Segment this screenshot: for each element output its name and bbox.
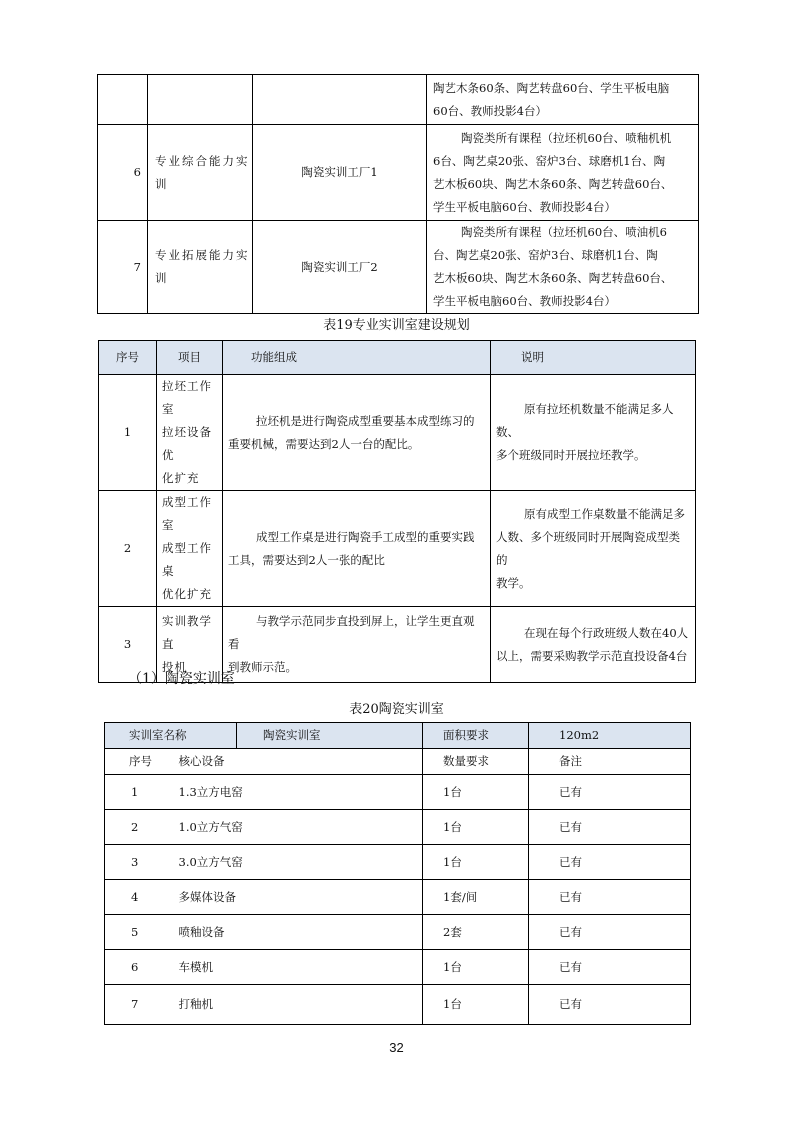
header-note: 说明	[491, 341, 696, 375]
training-base-table	[97, 74, 699, 314]
row-number: 6	[105, 950, 173, 985]
quantity-cell: 1台	[423, 810, 529, 845]
row-number: 3	[99, 607, 157, 683]
note-cell: 已有	[529, 880, 691, 915]
table-row	[99, 375, 696, 491]
quantity-cell: 2套	[423, 915, 529, 950]
quantity-cell: 1套/间	[423, 880, 529, 915]
table-row	[99, 491, 696, 607]
area-label: 面积要求	[423, 723, 529, 749]
header-equipment: 核心设备	[173, 749, 423, 775]
row-number	[98, 75, 148, 125]
header-item: 项目	[157, 341, 223, 375]
description-cell: 陶瓷类所有课程（拉坯机60台、喷釉机机 6台、陶艺桌20张、窑炉3台、球磨机1台、陶 艺木板60块、陶艺木条60条、陶艺转盘60台、 学生平板电脑60台、教师投影4台）	[427, 125, 699, 221]
table-row	[105, 985, 691, 1025]
table-row	[98, 75, 699, 125]
row-number: 2	[105, 810, 173, 845]
quantity-cell: 1台	[423, 950, 529, 985]
equipment-cell: 多媒体设备	[173, 880, 423, 915]
row-number: 1	[105, 775, 173, 810]
header-number: 序号	[105, 749, 173, 775]
row-number: 7	[105, 985, 173, 1025]
note-cell: 已有	[529, 775, 691, 810]
note-cell: 原有拉坯机数量不能满足多人数、 多个班级同时开展拉坯教学。	[491, 375, 696, 491]
area-value: 120m2	[529, 723, 691, 749]
room-cell: 陶瓷实训工厂1	[253, 125, 427, 221]
table-row	[98, 221, 699, 314]
table-row	[105, 775, 691, 810]
description-cell: 陶瓷类所有课程（拉坯机60台、喷油机6 台、陶艺桌20张、窑炉3台、球磨机1台、陶 艺木板60块、陶艺木条60条、陶艺转盘60台、 学生平板电脑60台、教师投影4台）	[427, 221, 699, 314]
note-cell: 已有	[529, 985, 691, 1025]
note-cell: 已有	[529, 915, 691, 950]
table-row	[105, 810, 691, 845]
header-number: 序号	[99, 341, 157, 375]
description-cell: 陶艺木条60条、陶艺转盘60台、学生平板电脑 60台、教师投影4台）	[427, 75, 699, 125]
note-cell: 已有	[529, 810, 691, 845]
room-name-label: 实训室名称	[105, 723, 237, 749]
function-cell: 与教学示范同步直投到屏上，让学生更直观看 到教师示范。	[223, 607, 491, 683]
table-row	[98, 125, 699, 221]
table-row	[105, 880, 691, 915]
quantity-cell: 1台	[423, 985, 529, 1025]
equipment-cell: 3.0立方气窑	[173, 845, 423, 880]
equipment-cell: 打釉机	[173, 985, 423, 1025]
table-header-row	[99, 341, 696, 375]
item-cell: 拉坯工作室 拉坯设备优 化扩充	[157, 375, 223, 491]
header-function: 功能组成	[223, 341, 491, 375]
room-info-row	[105, 723, 691, 749]
table-row	[105, 950, 691, 985]
table-19	[98, 340, 696, 683]
row-number: 2	[99, 491, 157, 607]
quantity-cell: 1台	[423, 775, 529, 810]
equipment-cell: 喷釉设备	[173, 915, 423, 950]
table-header-row	[105, 749, 691, 775]
project-cell: 专业拓展能力实 训	[148, 221, 253, 314]
room-name-value: 陶瓷实训室	[237, 723, 423, 749]
note-cell: 已有	[529, 845, 691, 880]
section-heading: （1）陶瓷实训室	[128, 671, 235, 687]
equipment-cell: 车模机	[173, 950, 423, 985]
row-number: 7	[98, 221, 148, 314]
table-20	[104, 722, 691, 1025]
item-cell: 实训教学直 投机	[157, 607, 223, 683]
table-caption-20: 表20陶瓷实训室	[349, 702, 444, 717]
row-number: 5	[105, 915, 173, 950]
project-cell	[148, 75, 253, 125]
table-caption-19: 表19专业实训室建设规划	[323, 318, 470, 333]
row-number: 4	[105, 880, 173, 915]
function-cell: 拉坯机是进行陶瓷成型重要基本成型练习的 重要机械，需要达到2人一台的配比。	[223, 375, 491, 491]
row-number: 6	[98, 125, 148, 221]
page-number: 32	[389, 1040, 404, 1055]
equipment-cell: 1.0立方气窑	[173, 810, 423, 845]
row-number: 1	[99, 375, 157, 491]
quantity-cell: 1台	[423, 845, 529, 880]
room-cell: 陶瓷实训工厂2	[253, 221, 427, 314]
note-cell: 原有成型工作桌数量不能满足多 人数、多个班级同时开展陶瓷成型类的 教学。	[491, 491, 696, 607]
table-row	[105, 845, 691, 880]
note-cell: 已有	[529, 950, 691, 985]
item-cell: 成型工作室 成型工作桌 优化扩充	[157, 491, 223, 607]
row-number: 3	[105, 845, 173, 880]
function-cell: 成型工作桌是进行陶瓷手工成型的重要实践 工具，需要达到2人一张的配比	[223, 491, 491, 607]
project-cell: 专业综合能力实 训	[148, 125, 253, 221]
equipment-cell: 1.3立方电窑	[173, 775, 423, 810]
header-note: 备注	[529, 749, 691, 775]
note-cell: 在现在每个行政班级人数在40人 以上，需要采购教学示范直投设备4台	[491, 607, 696, 683]
header-quantity: 数量要求	[423, 749, 529, 775]
table-row	[105, 915, 691, 950]
room-cell	[253, 75, 427, 125]
